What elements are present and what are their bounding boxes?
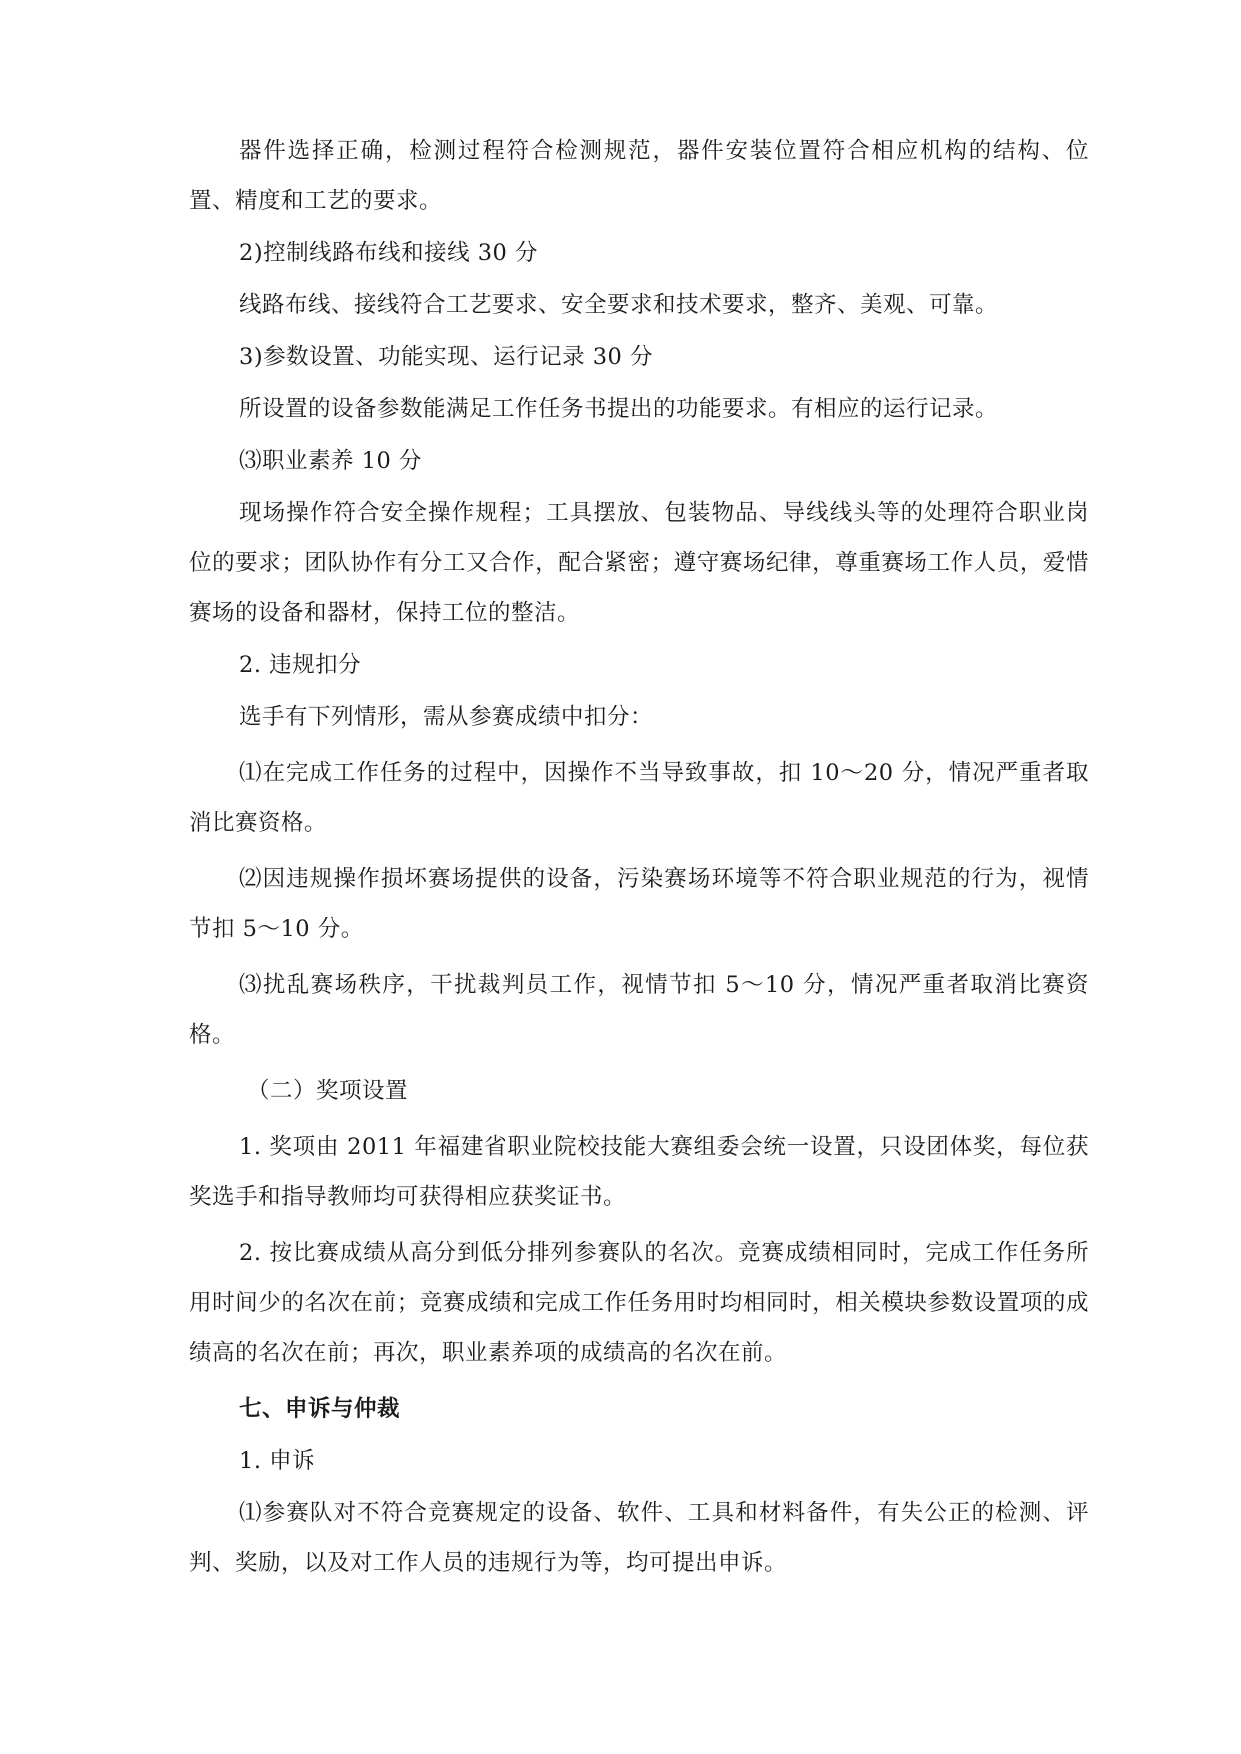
document-body bbox=[189, 126, 1089, 1588]
paragraph-awards-1: 1. 奖项由 2011 年福建省职业院校技能大赛组委会统一设置，只设团体奖，每位获奖选手和指导教师均可获得相应获奖证书。 bbox=[189, 1134, 1089, 1210]
paragraph-wiring-requirements: 线路布线、接线符合工艺要求、安全要求和技术要求，整齐、美观、可靠。 bbox=[239, 292, 999, 318]
paragraph-parameter-score: 3)参数设置、功能实现、运行记录 30 分 bbox=[239, 344, 654, 370]
paragraph-wiring-score: 2)控制线路布线和接线 30 分 bbox=[239, 240, 539, 266]
section-heading-appeal: 七、申诉与仲裁 bbox=[239, 1396, 401, 1422]
paragraph-awards-2: 2. 按比赛成绩从高分到低分排列参赛队的名次。竞赛成绩相同时，完成工作任务所用时间少的名次在前；竞赛成绩和完成工作任务用时均相同时，相关模块参数设置项的成绩高的名次在前；再次，职业素养项的成绩高的名次在前。 bbox=[189, 1240, 1089, 1366]
paragraph-violation-heading: 2. 违规扣分 bbox=[239, 652, 362, 678]
paragraph-component-requirements: 器件选择正确，检测过程符合检测规范，器件安装位置符合相应机构的结构、位置、精度和工艺的要求。 bbox=[189, 138, 1089, 214]
paragraph-awards-heading: （二）奖项设置 bbox=[247, 1078, 409, 1104]
paragraph-violation-intro: 选手有下列情形，需从参赛成绩中扣分： bbox=[239, 704, 654, 730]
paragraph-professional-score: ⑶职业素养 10 分 bbox=[239, 448, 422, 474]
paragraph-parameter-requirements: 所设置的设备参数能满足工作任务书提出的功能要求。有相应的运行记录。 bbox=[239, 396, 999, 422]
paragraph-violation-1: ⑴在完成工作任务的过程中，因操作不当导致事故，扣 10～20 分，情况严重者取消比赛资格。 bbox=[189, 760, 1089, 836]
paragraph-violation-3: ⑶扰乱赛场秩序，干扰裁判员工作，视情节扣 5～10 分，情况严重者取消比赛资格。 bbox=[189, 972, 1089, 1048]
paragraph-appeal-1: ⑴参赛队对不符合竞赛规定的设备、软件、工具和材料备件，有失公正的检测、评判、奖励，以及对工作人员的违规行为等，均可提出申诉。 bbox=[189, 1500, 1089, 1576]
paragraph-violation-2: ⑵因违规操作损坏赛场提供的设备，污染赛场环境等不符合职业规范的行为，视情节扣 5～10 分。 bbox=[189, 866, 1089, 942]
paragraph-appeal-heading: 1. 申诉 bbox=[239, 1448, 316, 1474]
paragraph-professional-requirements: 现场操作符合安全操作规程；工具摆放、包装物品、导线线头等的处理符合职业岗位的要求；团队协作有分工又合作，配合紧密；遵守赛场纪律，尊重赛场工作人员，爱惜赛场的设备和器材，保持工位的整洁。 bbox=[189, 500, 1089, 626]
